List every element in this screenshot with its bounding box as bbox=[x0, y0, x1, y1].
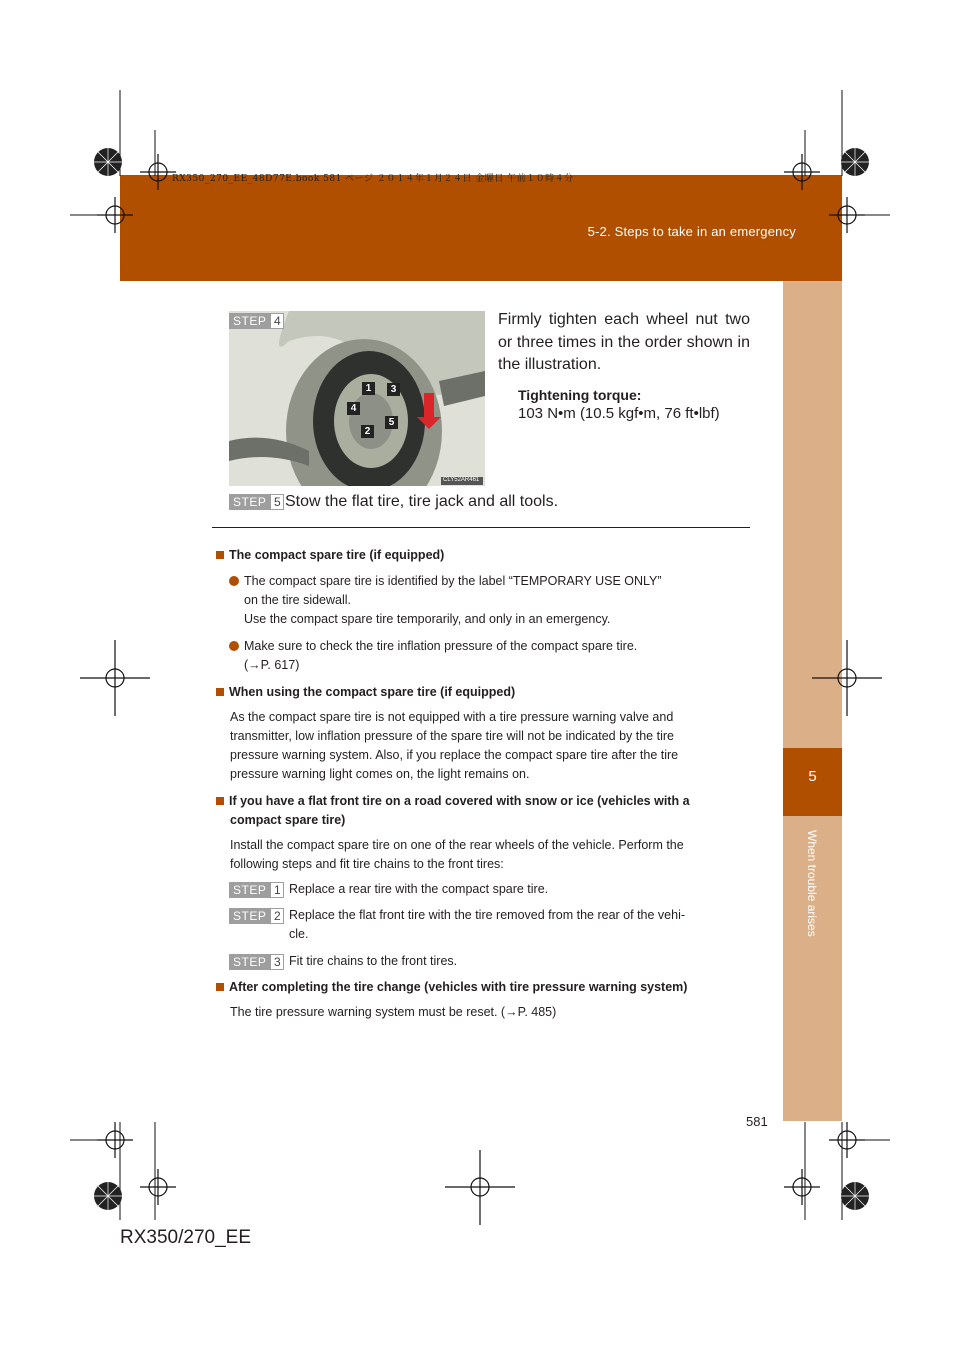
step-2-text-cont: cle. bbox=[289, 927, 309, 941]
figure-number-2: 2 bbox=[361, 425, 374, 438]
note-heading-after-change: After completing the tire change (vehicles with tire pressure warning system) bbox=[216, 978, 687, 997]
section-title: 5-2. Steps to take in an emergency bbox=[587, 224, 796, 239]
page-number: 581 bbox=[746, 1114, 768, 1129]
figure-number-5: 5 bbox=[385, 416, 398, 429]
note-heading-using-spare: When using the compact spare tire (if equipped) bbox=[216, 683, 515, 702]
dot-bullet-icon bbox=[229, 576, 239, 586]
figure-number-3: 3 bbox=[387, 383, 400, 396]
bullet-item: The compact spare tire is identified by the label “TEMPORARY USE ONLY” bbox=[229, 572, 662, 591]
figure-number-4: 4 bbox=[347, 402, 360, 415]
wheel-nut-illustration bbox=[229, 311, 485, 486]
square-bullet-icon bbox=[216, 797, 224, 805]
square-bullet-icon bbox=[216, 983, 224, 991]
step-5-badge: STEP 5 bbox=[229, 494, 284, 510]
page-reference[interactable]: (→P. 617) bbox=[244, 658, 300, 672]
step-5-text: Stow the flat tire, tire jack and all tools. bbox=[285, 493, 559, 510]
dot-bullet-icon bbox=[229, 641, 239, 651]
note-heading-flat-front: If you have a flat front tire on a road covered with snow or ice (vehicles with a bbox=[216, 792, 690, 811]
car-wheel-drawing bbox=[229, 311, 485, 486]
bullet-line: on the tire sidewall. bbox=[244, 593, 352, 607]
note-line: pressure warning system. Also, if you replace the compact spare tire after the tire bbox=[230, 748, 679, 762]
step-3-badge: STEP 3 bbox=[229, 954, 284, 970]
step-4-text: Firmly tighten each wheel nut two or three times in the order shown in the illustration. bbox=[498, 311, 750, 373]
note-heading-spare-tire: The compact spare tire (if equipped) bbox=[216, 546, 444, 565]
note-heading-line: compact spare tire) bbox=[230, 813, 346, 827]
step-1-text: Replace a rear tire with the compact spare tire. bbox=[289, 882, 549, 896]
step-3-text: Fit tire chains to the front tires. bbox=[289, 954, 458, 968]
note-line: The tire pressure warning system must be reset. (→P. 485) bbox=[230, 1005, 557, 1019]
figure-code: CLY52AR461 bbox=[443, 477, 480, 483]
note-line: transmitter, low inflation pressure of the spare tire will not be indicated by the tire bbox=[230, 729, 674, 743]
step-1-badge: STEP 1 bbox=[229, 882, 284, 898]
bullet-line: Use the compact spare tire temporarily, and only in an emergency. bbox=[244, 612, 611, 626]
torque-value: 103 N•m (10.5 kgf•m, 76 ft•lbf) bbox=[518, 405, 720, 422]
note-line: following steps and fit tire chains to the front tires: bbox=[230, 857, 504, 871]
square-bullet-icon bbox=[216, 688, 224, 696]
note-line: Install the compact spare tire on one of the rear wheels of the vehicle. Perform the bbox=[230, 838, 684, 852]
chapter-label: When trouble arises bbox=[805, 830, 819, 937]
torque-label: Tightening torque: bbox=[518, 387, 642, 403]
figure-number-1: 1 bbox=[362, 382, 375, 395]
step-2-text: Replace the flat front tire with the tire removed from the rear of the vehi- bbox=[289, 908, 686, 922]
note-line: pressure warning light comes on, the light remains on. bbox=[230, 767, 530, 781]
square-bullet-icon bbox=[216, 551, 224, 559]
model-footer: RX350/270_EE bbox=[120, 1227, 251, 1248]
note-line: As the compact spare tire is not equipped with a tire pressure warning valve and bbox=[230, 710, 674, 724]
section-divider bbox=[212, 527, 750, 528]
bullet-item: Make sure to check the tire inflation pressure of the compact spare tire. bbox=[229, 637, 637, 656]
chapter-number: 5 bbox=[808, 768, 817, 785]
step-2-badge: STEP 2 bbox=[229, 908, 284, 924]
step-4-badge: STEP 4 bbox=[229, 313, 284, 329]
print-info: RX350_270_EE_48D77E.book 581 ページ ２０１４年１月２４日 金曜日 午前１０時４分 bbox=[172, 174, 574, 184]
